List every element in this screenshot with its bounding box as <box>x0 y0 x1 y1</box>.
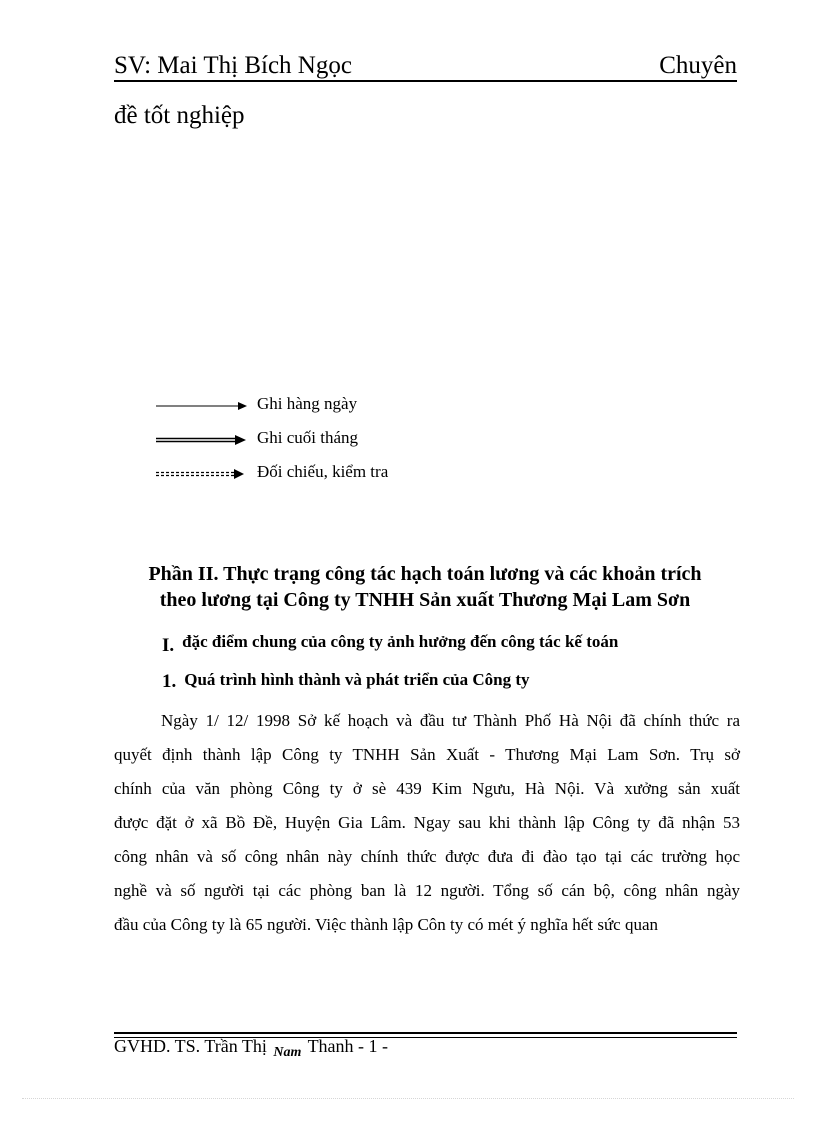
paragraph-line: Ngày 1/ 12/ 1998 Sở kế hoạch và đầu tư Thành Phố Hà Nội đã chính thức ra <box>161 711 740 730</box>
footer <box>114 1036 388 1061</box>
body-paragraph <box>114 704 740 942</box>
thick-arrow-icon <box>156 432 248 448</box>
subsection-heading <box>162 669 530 691</box>
part-title-line-2: theo lương tại Công ty TNHH Sản xuất Thương Mại Lam Sơn <box>159 589 691 611</box>
header-topic-end: đề tốt nghiệp <box>114 102 245 129</box>
header-topic-start: Chuyên <box>659 52 737 79</box>
paragraph-line: công nhân và số công nhân này chính thức được đưa đi đào tạo tại các trường học <box>114 847 740 866</box>
legend-label-daily: Ghi hàng ngày <box>257 394 358 413</box>
footer-supervisor: GVHD. TS. Trần Thị <box>114 1036 267 1056</box>
footer-supervisor-cursive: Nam <box>273 1045 302 1060</box>
legend-label-reconcile: Đối chiếu, kiểm tra <box>257 462 389 481</box>
subsection-number: 1. <box>162 671 177 692</box>
paragraph-line: đầu của Công ty là 65 người. Việc thành lập Côn ty có mét ý nghĩa hết sức quan <box>114 915 658 934</box>
subsection-title: Quá trình hình thành và phát triển của Công ty <box>184 670 530 689</box>
page-edge <box>22 1098 794 1099</box>
section-title: đặc điểm chung của công ty ảnh hưởng đến công tác kế toán <box>182 632 619 651</box>
section-number: I. <box>162 635 175 656</box>
paragraph-line: chính của văn phòng Công ty ở sè 439 Kim Ngưu, Hà Nội. Và xưởng sản xuất <box>114 779 740 798</box>
header-divider <box>114 80 737 82</box>
part-title <box>100 561 750 613</box>
header-student: SV: Mai Thị Bích Ngọc <box>114 52 352 79</box>
dashed-arrow-icon <box>156 466 248 482</box>
thin-arrow-icon <box>156 398 248 414</box>
paragraph-line: quyết định thành lập Công ty TNHH Sản Xuất - Thương Mại Lam Sơn. Trụ sở <box>114 745 740 764</box>
section-heading <box>162 631 619 656</box>
footer-divider <box>114 1032 737 1034</box>
footer-supervisor-name: Thanh <box>307 1036 354 1056</box>
page-number: - 1 - <box>358 1036 389 1056</box>
paragraph-line: được đặt ở xã Bồ Đề, Huyện Gia Lâm. Ngay sau khi thành lập Công ty đã nhận 53 <box>114 813 740 832</box>
legend-label-monthly: Ghi cuối tháng <box>257 428 359 447</box>
part-title-line-1: Phần II. Thực trạng công tác hạch toán lương và các khoản trích <box>148 563 702 585</box>
paragraph-line: nghề và số người tại các phòng ban là 12 người. Tổng số cán bộ, công nhân ngày <box>114 881 740 900</box>
